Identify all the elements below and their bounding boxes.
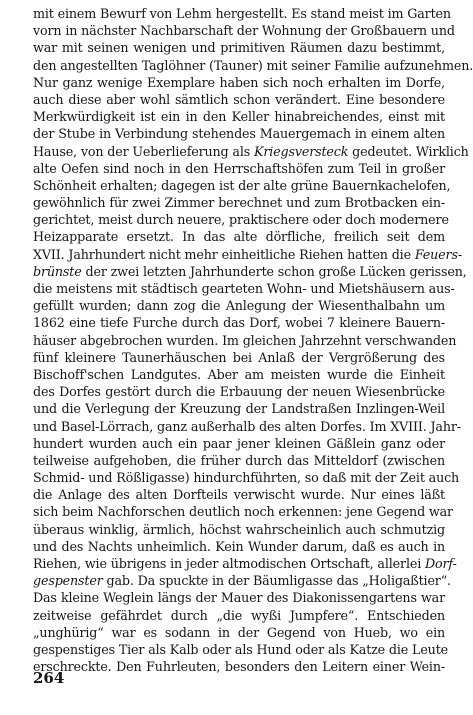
italic-term: Kriegsversteck [253,143,349,159]
text-line: den angestellten Taglöhner (Tauner) mit seiner Familie aufzunehmen. [33,57,473,73]
text-line: des Dorfes gestört durch die Erbauung der neuen Wiesenbrücke [33,384,445,400]
text-line [33,263,467,280]
text-line: hundert wurden auch ein paar jener kleinen Gäßlein ganz oder [33,435,445,451]
text-line: „unghürig“ war es sodann in der Gegend von Hueb, wo ein [33,624,445,640]
italic-term: Dorf- [425,556,457,571]
body-text [33,5,473,675]
italic-term: gespenster [33,573,103,589]
text-line [33,246,462,263]
italic-term: Feuers- [414,246,462,262]
text-line: war mit seinen wenigen und primitiven Räumen dazu bestimmt, [33,40,445,56]
text-segment: XVII. Jahrhundert nicht mehr einheitliche Riehen hatten die [33,246,415,262]
text-line: und Basel-Lörrach, ganz außerhalb des alten Dorfes. Im XVIII. Jahr- [33,418,461,434]
text-line: Merkwürdigkeit ist ein in den Keller hinabreichendes, einst mit [33,109,445,125]
text-line: Das kleine Weglein längs der Mauer des Diakonissengartens war [33,590,445,606]
text-line: gefüllt wurden; dann zog die Anlegung der Wiesenthalbahn um [33,298,445,314]
text-line: die meistens mit städtisch gearteten Wohn- und Mietshäusern aus- [33,281,455,296]
text-line: vorn in nächster Nachbarschaft der Wohnung der Großbauern und [33,23,455,39]
text-segment: Riehen, wie übrigens in jeder altmodischen Ortschaft, allerlei [33,556,425,571]
text-line: erschreckte. Den Fuhrleuten, besonders den Leitern einer Wein- [33,659,445,675]
text-line: mit einem Bewurf von Lehm hergestellt. Es stand meist im Garten [33,6,451,21]
text-line: Nur ganz wenige Exemplare haben sich noch erhalten im Dorfe, [33,74,445,90]
text-line: der Stube in Verbindung stehendes Mauergemach in einem alten [33,126,445,142]
text-line: und des Nachts unheimlich. Kein Wunder darum, daß es auch in [33,538,445,554]
text-line: zeitweise gefährdet durch „die wyßi Jumpfere“. Entschieden [33,607,445,623]
text-line: Schmid- und Rößligasse) hindurchführten, so daß mit der Zeit auch [33,470,460,486]
text-line: alte Oefen sind noch in den Herrschaftshöfen zum Teil in großer [33,160,445,176]
text-line: fünf kleinere Taunerhäuschen bei Anlaß der Vergrößerung des [33,349,445,365]
text-line: sich beim Nachforschen deutlich noch erkennen: jene Gegend war [33,504,453,520]
text-line: überaus winklig, ärmlich, höchst wahrscheinlich auch schmutzig [33,521,445,537]
text-line: Bischoff'schen Landgutes. Aber am meisten wurde die Einheit [33,366,445,382]
text-line [33,555,457,572]
page-number: 264 [33,669,65,687]
text-line: Schönheit erhalten; dagegen ist der alte grüne Bauernkachelofen, [33,177,451,193]
text-segment: der zwei letzten Jahrhunderte schon große Lücken gerissen, [81,263,467,279]
text-line: 1862 eine tiefe Furche durch das Dorf, wobei 7 kleinere Bauern- [33,315,445,331]
italic-term: brünste [33,263,82,279]
text-line [33,143,469,160]
text-line: häuser abgebrochen wurden. Im gleichen Jahrzehnt verschwanden [33,332,457,348]
text-line: und die Verlegung der Kreuzung der Landstraßen Inzlingen-Weil [33,401,445,417]
text-line: gewöhnlich für zwei Zimmer berechnet und zum Brotbacken ein- [33,195,445,211]
text-line [33,572,451,589]
text-line: auch diese aber wohl sämtlich schon verändert. Eine besondere [33,91,445,107]
text-line: die Anlage des alten Dorfteils verwischt wurde. Nur eines läßt [33,487,445,503]
text-segment: gab. Da spuckte in der Bäumligasse das „Holigaßtier“. [102,573,451,589]
text-line: teilweise aufgehoben, die früher durch das Mitteldorf (zwischen [33,452,445,468]
text-segment: Hause, von der Ueberlieferung als [33,143,254,159]
text-segment: gedeutet. Wirklich [348,143,469,159]
text-line: gespenstiges Tier als Kalb oder als Hund oder als Katze die Leute [33,641,449,657]
text-line: gerichtet, meist durch neuere, praktischere oder doch modernere [33,212,449,228]
text-line: Heizapparate ersetzt. In das alte dörfliche, freilich seit dem [33,229,445,245]
